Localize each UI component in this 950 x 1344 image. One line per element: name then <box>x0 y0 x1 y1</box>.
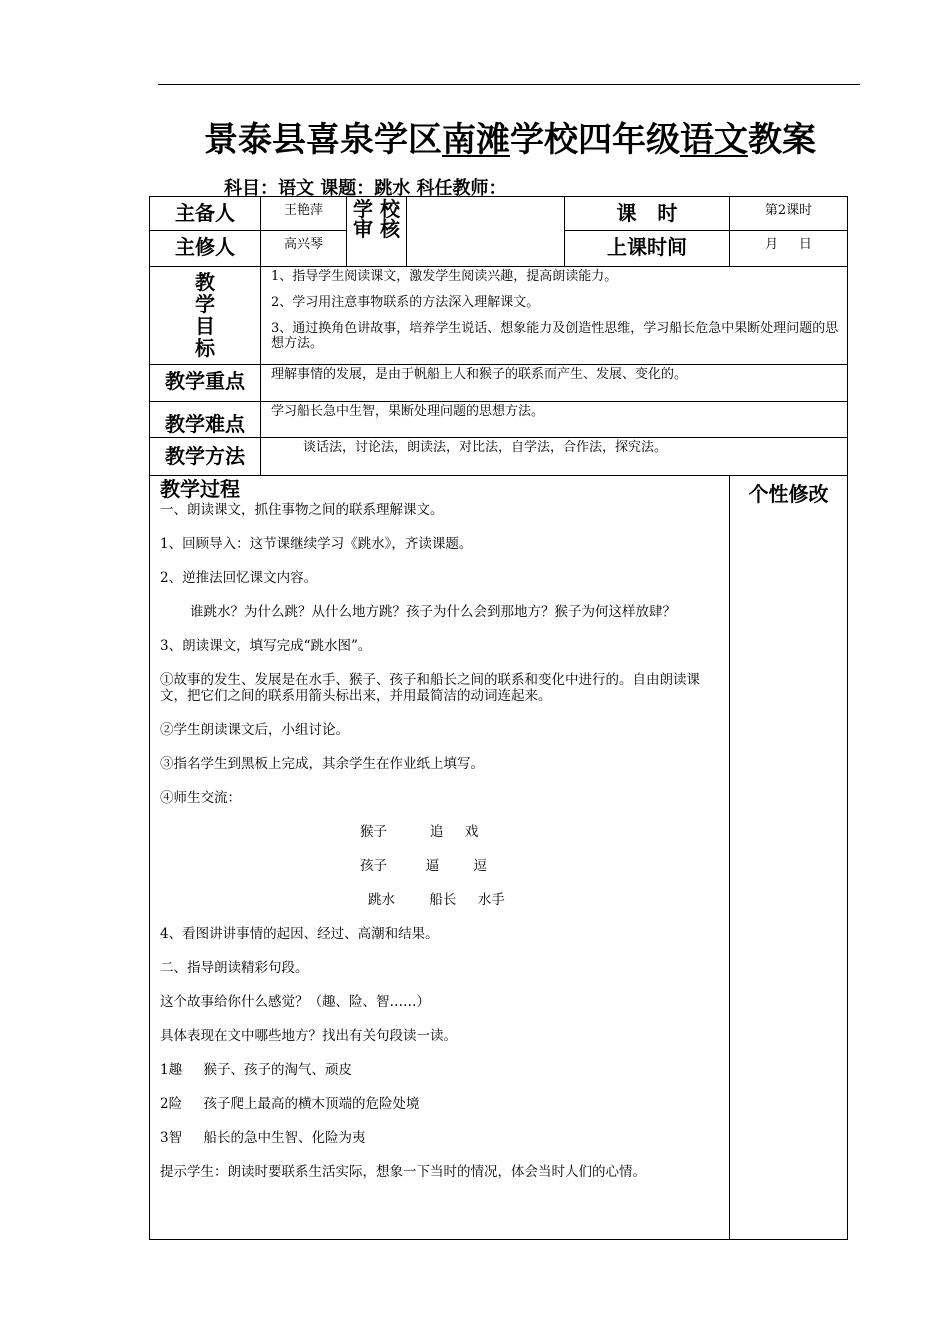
process-line: 2险 孩子爬上最高的横木顶端的危险处境 <box>160 1096 420 1112</box>
process-line: 谁跳水？为什么跳？从什么地方跳？孩子为什么会到那地方？猴子为何这样放肆？ <box>190 604 676 620</box>
main-preparer-label: 主备人 <box>150 197 261 231</box>
method-text: 谈话法，讨论法，朗读法，对比法，自学法，合作法，探究法。 <box>261 438 848 476</box>
period-label: 课 时 <box>565 197 730 231</box>
difficulty-text: 学习船长急中生智，果断处理问题的思想方法。 <box>261 402 848 438</box>
process-line: 这个故事给你什么感觉？（趣、险、智……） <box>160 994 430 1010</box>
school-review-label: 学 校 审 核 <box>347 197 407 267</box>
process-line: 4、看图讲讲事情的起因、经过、高潮和结果。 <box>160 926 439 942</box>
reviser-value: 高兴琴 <box>261 231 347 267</box>
class-time-value: 月 日 <box>730 231 848 267</box>
process-line: 一、朗读课文，抓住事物之间的联系理解课文。 <box>160 502 444 518</box>
objective-item: 1、指导学生阅读课文，激发学生阅读兴趣，提高朗读能力。 <box>271 269 618 284</box>
school-review-value <box>407 197 565 267</box>
difficulty-label: 教学难点 <box>150 402 261 438</box>
diagram-row: 孩子 逼 逗 <box>360 858 487 874</box>
main-preparer-value: 王艳萍 <box>261 197 347 231</box>
process-line: 3智 船长的急中生智、化险为夷 <box>160 1130 366 1146</box>
process-line: 2、逆推法回忆课文内容。 <box>160 570 318 586</box>
key-point-text: 理解事情的发展，是由于帆船上人和猴子的联系而产生、发展、变化的。 <box>261 365 848 402</box>
diagram-row: 跳水 船长 水手 <box>368 892 505 908</box>
process-line: 3、朗读课文，填写完成“跳水图”。 <box>160 638 372 654</box>
objectives-content <box>261 267 848 365</box>
period-value: 第2课时 <box>730 197 848 231</box>
diagram-row: 猴子 追 戏 <box>360 824 479 840</box>
method-label: 教学方法 <box>150 438 261 476</box>
process-line: ③指名学生到黑板上完成，其余学生在作业纸上填写。 <box>160 756 484 772</box>
process-line: ②学生朗读课文后，小组讨论。 <box>160 722 349 738</box>
top-rule <box>158 84 860 85</box>
process-line: ①故事的发生、发展是在水手、猴子、孩子和船长之间的联系和变化中进行的。自由朗读课文，把它们之间的联系用箭头标出来，并用最简洁的动词连起来。 <box>160 672 700 704</box>
process-label: 教学过程 <box>160 477 240 501</box>
process-line: 1趣 猴子、孩子的淘气、顽皮 <box>160 1062 353 1078</box>
lesson-plan-table <box>149 196 848 1240</box>
key-point-label: 教学重点 <box>150 365 261 402</box>
teaching-process <box>150 476 730 1240</box>
subject-line: 科目：语文 课题：跳水 科任教师： <box>224 178 507 199</box>
objectives-label: 教 学 目 标 <box>150 267 261 365</box>
reviser-label: 主修人 <box>150 231 261 267</box>
process-line: ④师生交流： <box>160 790 241 806</box>
process-line: 1、回顾导入：这节课继续学习《跳水》，齐读课题。 <box>160 536 473 552</box>
objective-item: 2、学习用注意事物联系的方法深入理解课文。 <box>271 295 540 310</box>
process-line: 提示学生：朗读时要联系生活实际，想象一下当时的情况，体会当时人们的心情。 <box>160 1164 646 1180</box>
process-line: 具体表现在文中哪些地方？找出有关句段读一读。 <box>160 1028 457 1044</box>
process-line: 二、指导朗读精彩句段。 <box>160 960 309 976</box>
personal-modification-label: 个性修改 <box>730 476 848 1240</box>
page-title: 景泰县喜泉学区南滩学校四年级语文教案 <box>204 120 816 160</box>
class-time-label: 上课时间 <box>565 231 730 267</box>
objective-item: 3、通过换角色讲故事，培养学生说话、想象能力及创造性思维，学习船长危急中果断处理问题的思想方法。 <box>271 321 839 351</box>
